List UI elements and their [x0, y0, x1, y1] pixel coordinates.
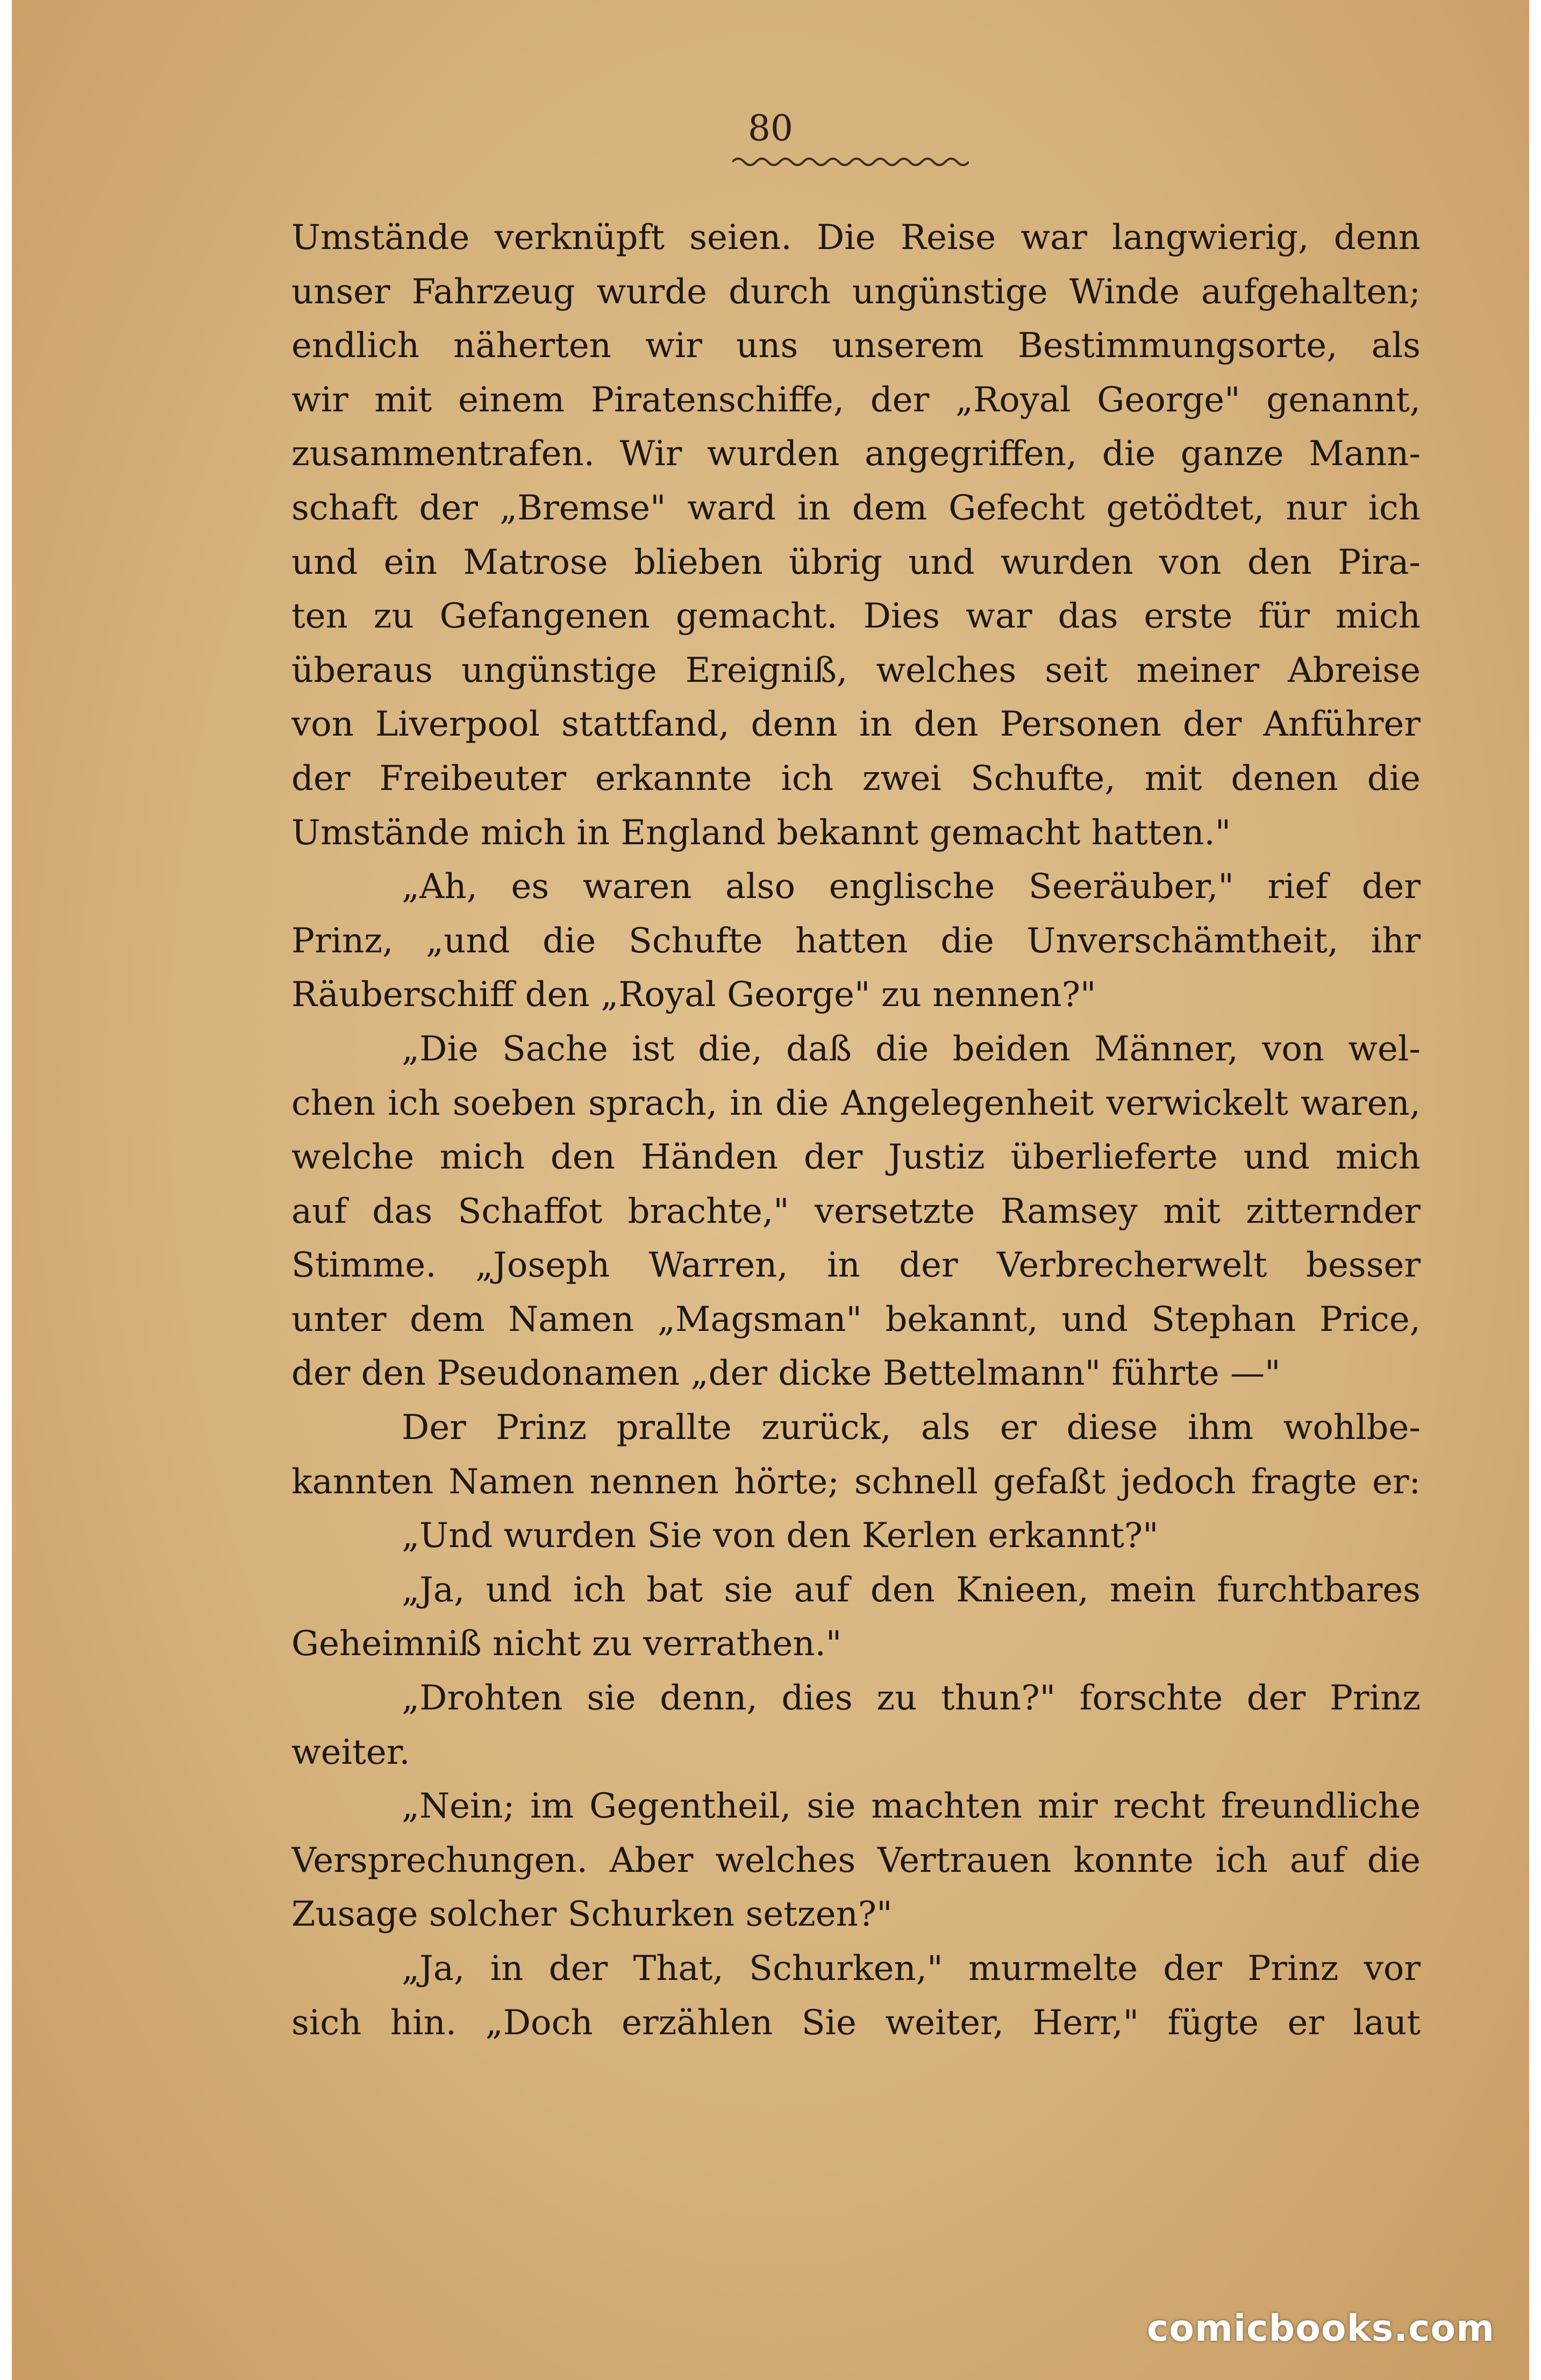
page-number: 80	[748, 108, 793, 149]
text-line: weiter.	[291, 1732, 410, 1772]
text-line: Räuberschiff den „Royal George" zu nennen?"	[291, 975, 1096, 1015]
text-line: „Die Sache ist die, daß die beiden Männer, von wel-	[402, 1029, 1421, 1069]
text-line: auf das Schaffot brachte," versetzte Ramsey mit zitternder	[291, 1191, 1421, 1231]
text-line: „Ja, in der That, Schurken," murmelte der Prinz vor	[402, 1949, 1421, 1989]
text-line: welche mich den Händen der Justiz überlieferte und mich	[291, 1137, 1421, 1178]
text-line: der den Pseudonamen „der dicke Bettelmann" führte —"	[291, 1353, 1281, 1394]
text-line: Der Prinz prallte zurück, als er diese ihm wohlbe-	[402, 1408, 1421, 1448]
text-line: Geheimniß nicht zu verrathen."	[291, 1624, 842, 1664]
text-line: Zusage solcher Schurken setzen?"	[291, 1894, 893, 1935]
text-line: sich hin. „Doch erzählen Sie weiter, Herr," fügte er laut	[291, 2003, 1421, 2043]
text-line: „Nein; im Gegentheil, sie machten mir recht freundliche	[402, 1786, 1421, 1827]
book-page	[12, 0, 1529, 2380]
text-line: von Liverpool stattfand, denn in den Personen der Anführer	[291, 704, 1421, 745]
text-line: ten zu Gefangenen gemacht. Dies war das erste für mich	[291, 596, 1421, 637]
text-line: unter dem Namen „Magsman" bekannt, und Stephan Price,	[291, 1299, 1421, 1339]
text-line: der Freibeuter erkannte ich zwei Schufte, mit denen die	[291, 758, 1421, 799]
text-line: kannten Namen nennen hörte; schnell gefaßt jedoch fragte er:	[291, 1462, 1421, 1502]
text-line: schaft der „Bremse" ward in dem Gefecht getödtet, nur ich	[291, 488, 1421, 528]
text-line: Umstände verknüpft seien. Die Reise war langwierig, denn	[291, 218, 1421, 258]
text-line: unser Fahrzeug wurde durch ungünstige Winde aufgehalten;	[291, 272, 1421, 312]
decorative-rule-ornament	[732, 154, 969, 170]
watermark: comicbooks.com	[1146, 2307, 1495, 2350]
text-line: Versprechungen. Aber welches Vertrauen konnte ich auf die	[291, 1840, 1421, 1880]
text-line: endlich näherten wir uns unserem Bestimmungsorte, als	[291, 326, 1421, 366]
text-line: und ein Matrose blieben übrig und wurden von den Pira-	[291, 542, 1421, 582]
text-line: Stimme. „Joseph Warren, in der Verbrecherwelt besser	[291, 1245, 1421, 1286]
body-text	[291, 211, 1421, 2050]
text-line: zusammentrafen. Wir wurden angegriffen, die ganze Mann-	[291, 434, 1421, 474]
text-line: überaus ungünstige Ereigniß, welches seit meiner Abreise	[291, 650, 1421, 690]
text-line: „Und wurden Sie von den Kerlen erkannt?"	[402, 1516, 1159, 1556]
text-line: „Drohten sie denn, dies zu thun?" forschte der Prinz	[402, 1678, 1421, 1719]
text-line: „Ah, es waren also englische Seeräuber," rief der	[402, 867, 1421, 907]
text-line: Prinz, „und die Schufte hatten die Unverschämtheit, ihr	[291, 921, 1421, 961]
text-line: wir mit einem Piratenschiffe, der „Royal George" genannt,	[291, 380, 1421, 420]
text-line: chen ich soeben sprach, in die Angelegenheit verwickelt waren,	[291, 1083, 1421, 1123]
text-line: Umstände mich in England bekannt gemacht hatten."	[291, 813, 1231, 853]
text-line: „Ja, und ich bat sie auf den Knieen, mein furchtbares	[402, 1570, 1421, 1610]
